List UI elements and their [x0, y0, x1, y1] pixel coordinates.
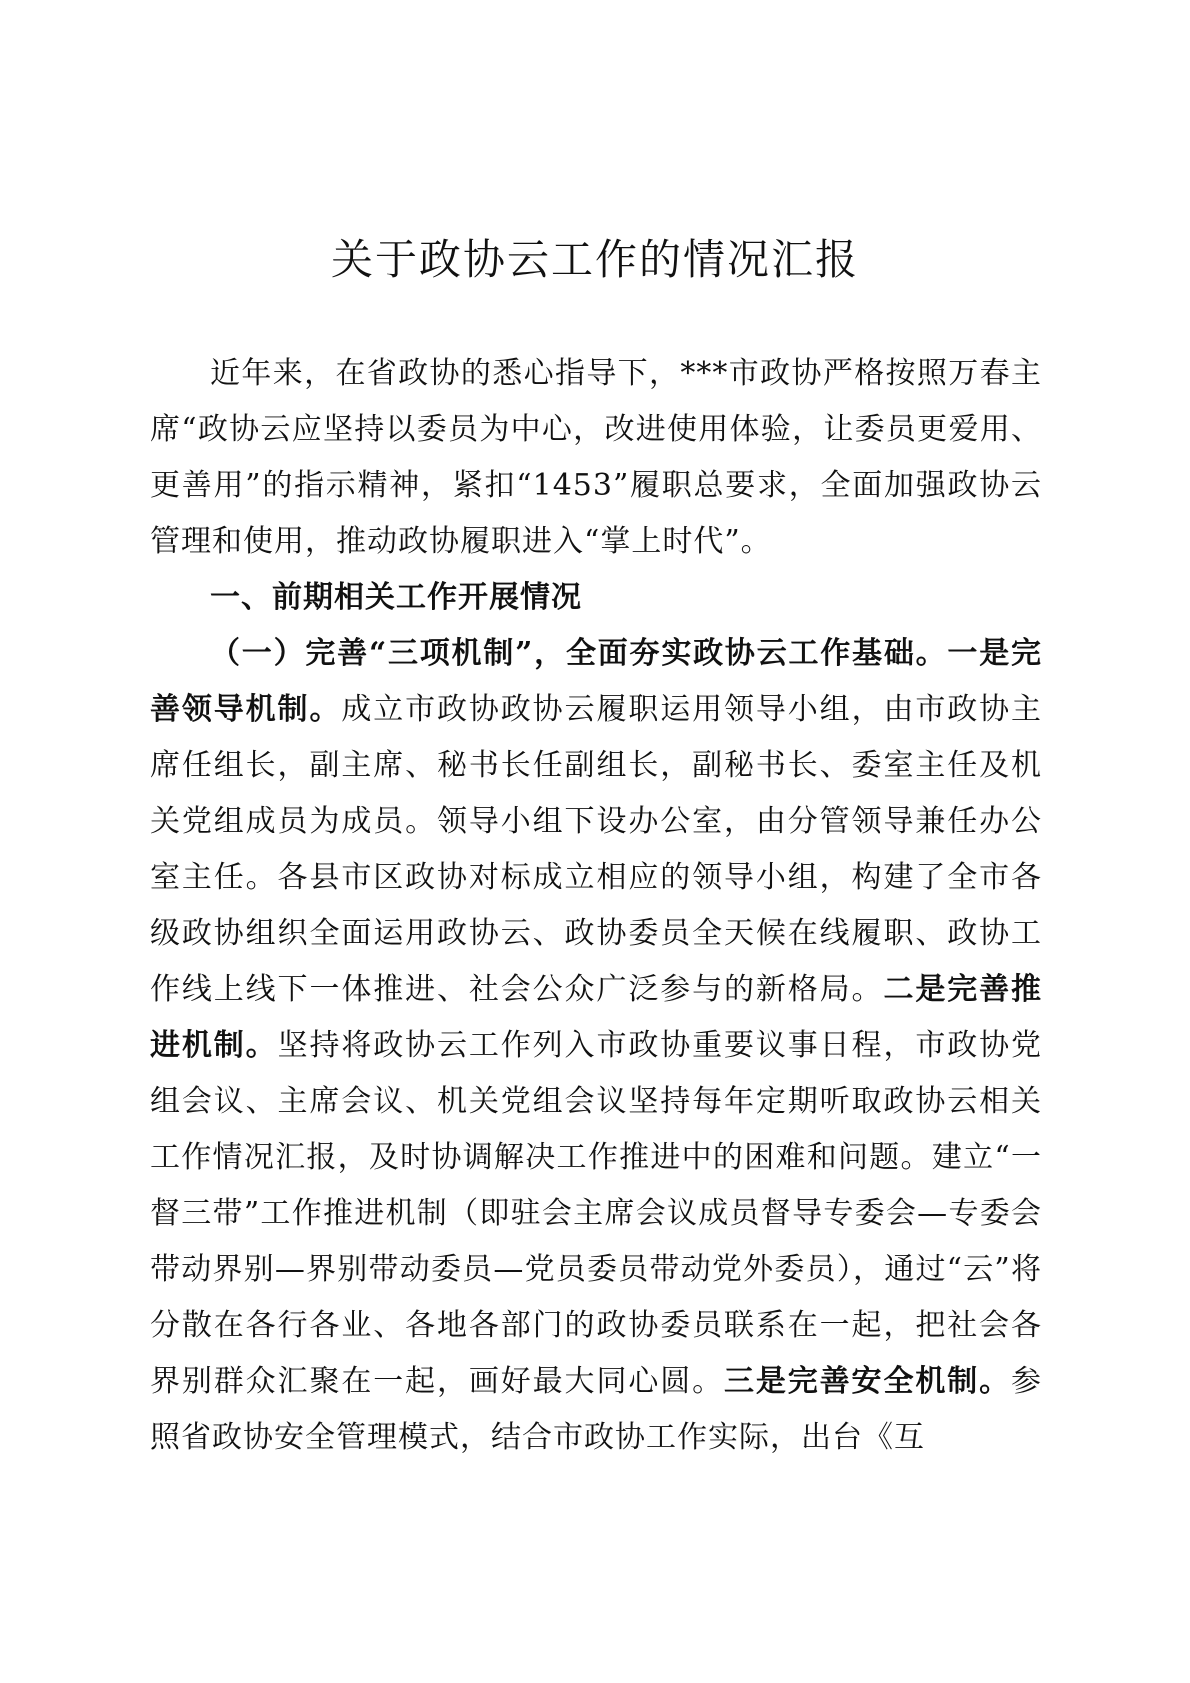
subsection-heading: （一）完善“三项机制”，全面夯实政协云工作基础。 — [210, 636, 948, 671]
document-body — [150, 346, 1042, 1466]
point-3-text: 参照省政协安全管理模式，结合市政协工作实际，出台《互 — [150, 1364, 1042, 1455]
point-3-label: 三是完善安全机制。 — [724, 1364, 1011, 1399]
intro-paragraph: 近年来，在省政协的悉心指导下，***市政协严格按照万春主席“政协云应坚持以委员为中心，改进使用体验，让委员更爱用、更善用”的指示精神，紧扣“1453”履职总要求，全面加强政协云管理和使用，推动政协履职进入“掌上时代”。 — [150, 356, 1042, 559]
document-title: 关于政协云工作的情况汇报 — [330, 235, 859, 284]
section-heading: 一、前期相关工作开展情况 — [210, 580, 582, 615]
subsection-paragraph — [150, 626, 1042, 1466]
point-1-text: 成立市政协政协云履职运用领导小组，由市政协主席任组长，副主席、秘书长任副组长，副秘书长、委室主任及机关党组成员为成员。领导小组下设办公室，由分管领导兼任办公室主任。各县市区政协对标成立相应的领导小组，构建了全市各级政协组织全面运用政协云、政协委员全天候在线履职、政协工作线上线下一体推进、社会公众广泛参与的新格局。 — [150, 692, 1043, 1007]
point-2-label: 二是完善推进机制。 — [150, 972, 1043, 1063]
point-2-text: 坚持将政协云工作列入市政协重要议事日程，市政协党组会议、主席会议、机关党组会议坚持每年定期听取政协云相关工作情况汇报，及时协调解决工作推进中的困难和问题。建立“一督三带”工作推进机制（即驻会主席会议成员督导专委会—专委会带动界别—界别带动委员—党员委员带动党外委员），通过“云”将分散在各行各业、各地各部门的政协委员联系在一起，把社会各界别群众汇聚在一起，画好最大同心圆。 — [150, 1028, 1043, 1399]
point-1-label: 一是完善领导机制。 — [150, 636, 1042, 727]
